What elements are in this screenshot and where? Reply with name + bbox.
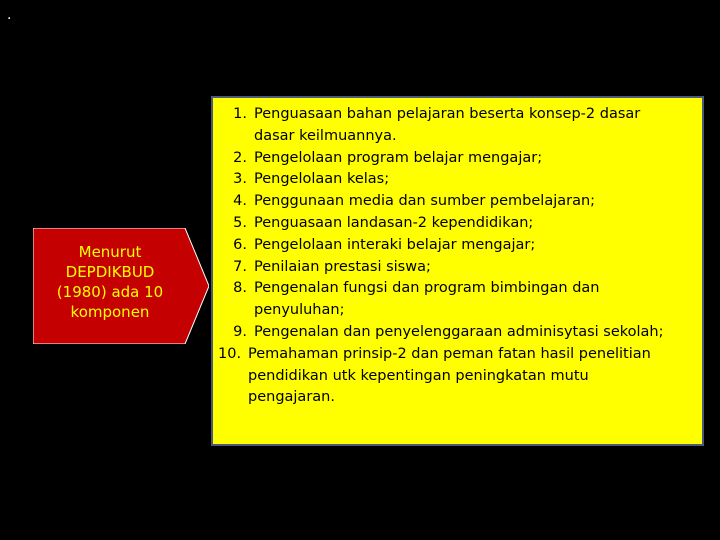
- callout-text: [39, 242, 181, 322]
- components-list: [218, 104, 696, 409]
- list-item-text: [254, 104, 696, 148]
- list-item-text: [254, 322, 696, 344]
- list-item-text: [254, 235, 696, 257]
- list-item-line: Pengenalan dan penyelenggaraan adminisytasi sekolah;: [254, 323, 664, 340]
- list-item-number: 1.: [233, 106, 247, 122]
- list-item-number: 2.: [233, 149, 247, 166]
- list-item-line: Penggunaan media dan sumber pembelajaran;: [254, 193, 596, 210]
- list-item-number: 9.: [233, 323, 247, 340]
- list-item-text: [248, 344, 696, 409]
- callout-line: komponen: [70, 303, 150, 321]
- list-item-line: Penilaian prestasi siswa;: [254, 258, 431, 275]
- list-item-line: penyuluhan;: [254, 302, 345, 319]
- list-item-text: [254, 213, 696, 235]
- list-item-number: 4.: [233, 193, 247, 210]
- components-list-box: [211, 96, 704, 446]
- list-item-number: 10.: [218, 345, 242, 362]
- list-item-number: 3.: [233, 171, 247, 188]
- list-item-line: Pengelolaan kelas;: [254, 171, 390, 188]
- list-item-text: [254, 191, 696, 213]
- list-item-number: 7.: [233, 258, 247, 275]
- callout-line: DEPDIKBUD: [65, 263, 155, 281]
- list-item-number: 6.: [233, 236, 247, 253]
- list-item-text: [254, 257, 696, 279]
- list-item: [218, 169, 696, 191]
- corner-dot: .: [7, 7, 12, 23]
- list-item-line: Penguasaan landasan-2 kependidikan;: [254, 214, 534, 231]
- list-item-line: dasar keilmuannya.: [254, 127, 397, 144]
- list-item: [218, 148, 696, 170]
- list-item: [218, 235, 696, 257]
- list-item-text: [254, 278, 696, 322]
- list-item-line: pengajaran.: [248, 389, 335, 406]
- callout-line: (1980) ada 10: [56, 283, 164, 301]
- list-item: [218, 322, 696, 344]
- callout-arrow: [33, 228, 209, 344]
- list-item-text: [254, 148, 696, 170]
- list-item: [218, 257, 696, 279]
- list-item-line: Pemahaman prinsip-2 dan peman fatan hasil penelitian: [248, 345, 651, 362]
- list-item-line: Pengelolaan interaki belajar mengajar;: [254, 236, 536, 253]
- list-item: [218, 191, 696, 213]
- list-item-line: Penguasaan bahan pelajaran beserta konsep-2 dasar: [254, 106, 641, 122]
- list-item-line: Pengelolaan program belajar mengajar;: [254, 149, 543, 166]
- callout-line: Menurut: [78, 243, 142, 261]
- list-item-text: [254, 169, 696, 191]
- list-item-number: 5.: [233, 214, 247, 231]
- list-item-number: 8.: [233, 280, 247, 297]
- list-item: [218, 278, 696, 322]
- list-item-line: pendidikan utk kepentingan peningkatan mutu: [248, 367, 589, 384]
- list-item: [218, 104, 696, 148]
- list-item: [218, 213, 696, 235]
- list-item-line: Pengenalan fungsi dan program bimbingan dan: [254, 280, 600, 297]
- list-item: [218, 344, 696, 409]
